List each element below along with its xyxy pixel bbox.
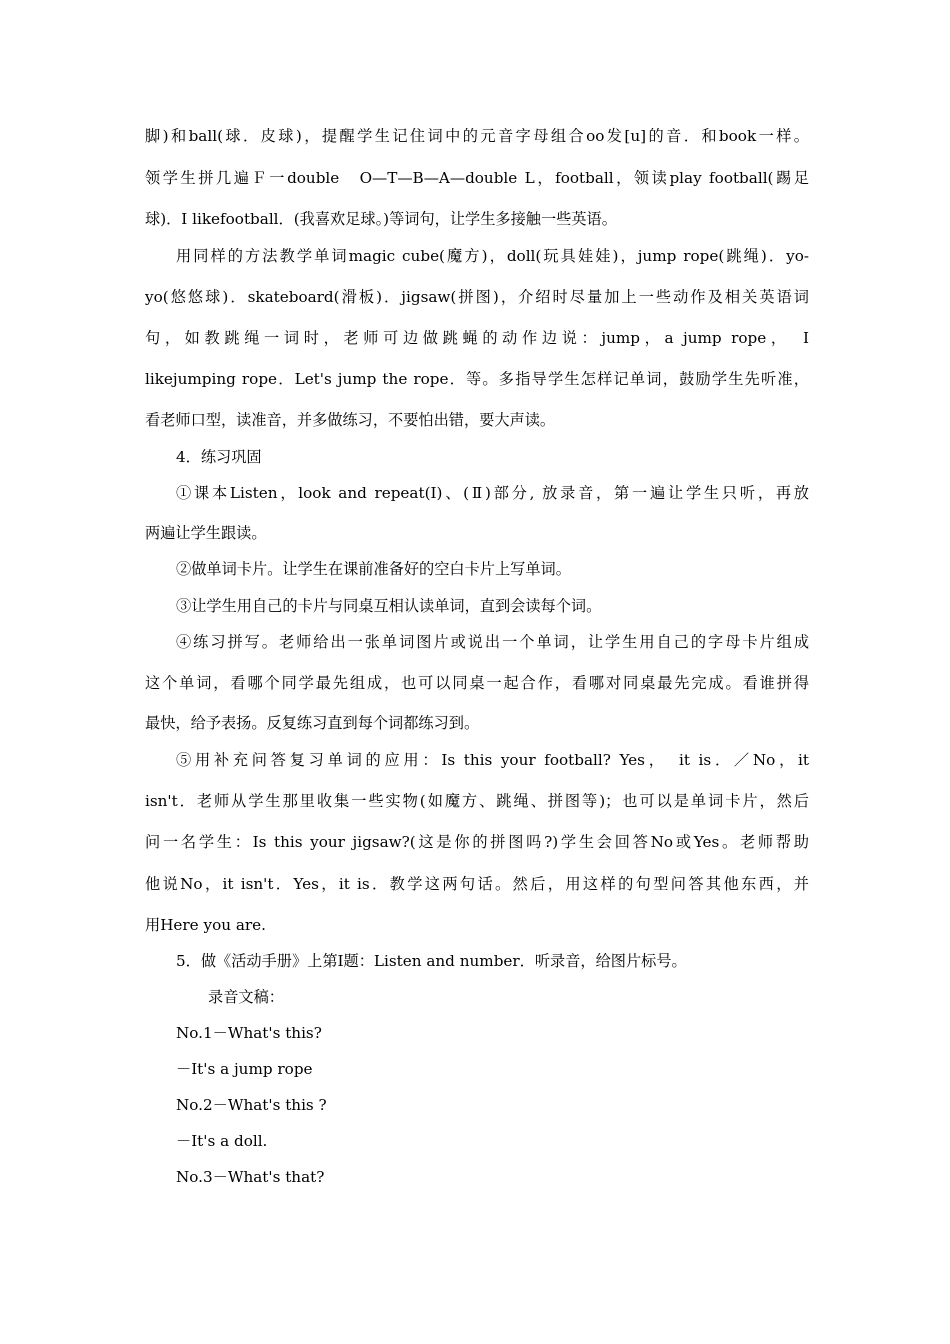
transcript-line: No.3－What's that? [176,1168,325,1186]
text-line: 最快，给予表扬。反复练习直到每个词都练习到。 [145,714,480,732]
text-line: 问一名学生：Is this your jigsaw?(这是你的拼图吗?)学生会回答No或Yes。老师帮助 [145,833,809,851]
text-line: isn't．老师从学生那里收集一些实物(如魔方、跳绳、拼图等)；也可以是单词卡片，然后 [145,792,809,810]
text-line: 球)．I likefootball．(我喜欢足球。)等词句，让学生多接触一些英语。 [145,210,617,228]
text-line: yo(悠悠球)．skateboard(滑板)．jigsaw(拼图)，介绍时尽量加上一些动作及相关英语词 [145,288,809,306]
text-line: ②做单词卡片。让学生在课前准备好的空白卡片上写单词。 [176,560,571,578]
transcript-line: No.2－What's this ? [176,1096,327,1114]
section-heading: 5．做《活动手册》上第Ⅰ题：Listen and number．听录音，给图片标号。 [176,952,687,970]
text-line: 两遍让学生跟读。 [145,524,267,542]
text-line: ⑤用补充问答复习单词的应用：Is this your football? Yes， it is．／No，it [176,751,809,769]
transcript-line: －It's a jump rope [176,1060,313,1078]
text-line: ④练习拼写。老师给出一张单词图片或说出一个单词，让学生用自己的字母卡片组成 [176,633,809,651]
text-line: ①课本Listen，look and repeat(I)、(Ⅱ)部分, 放录音，第一遍让学生只听，再放 [176,484,809,502]
text-line: ③让学生用自己的卡片与同桌互相认读单词，直到会读每个词。 [176,597,602,615]
text-line: 用同样的方法教学单词magic cube(魔方)，doll(玩具娃娃)，jump rope(跳绳)．yo- [176,247,809,265]
text-line: 领学生拼几遍Ｆ一double O—T—B—A—double L，football，领读play football(踢足 [145,169,809,187]
transcript-heading: 录音文稿： [208,988,284,1006]
text-line: 这个单词，看哪个同学最先组成，也可以同桌一起合作，看哪对同桌最先完成。看谁拼得 [145,674,809,692]
section-heading: 4．练习巩固 [176,448,262,466]
transcript-line: No.1－What's this? [176,1024,322,1042]
text-line: 句，如教跳绳一词时，老师可边做跳蝇的动作边说：jump，a jump rope， I [145,329,809,347]
transcript-line: －It's a doll. [176,1132,268,1150]
text-line: 脚)和ball(球．皮球)，提醒学生记住词中的元音字母组合oo发[u]的音．和book一样。 [145,127,809,145]
text-line: 看老师口型，读准音，并多做练习，不要怕出错，要大声读。 [145,411,556,429]
text-line: 他说No，it isn't．Yes，it is．教学这两句话。然后，用这样的句型问答其他东西，并 [145,875,809,893]
text-line: likejumping rope．Let's jump the rope．等。多指导学生怎样记单词，鼓励学生先听准， [145,370,809,388]
text-line: 用Here you are. [145,916,266,934]
